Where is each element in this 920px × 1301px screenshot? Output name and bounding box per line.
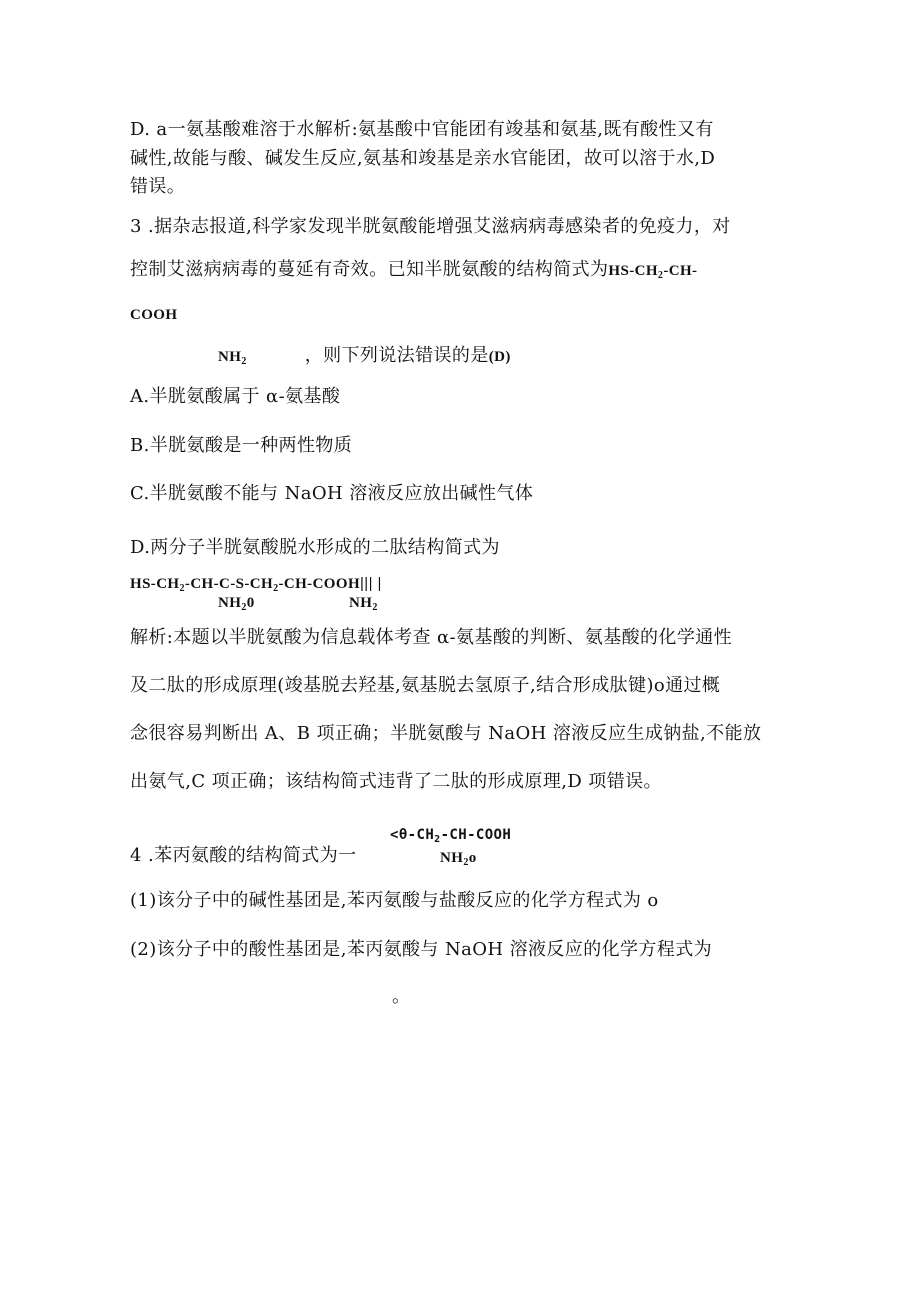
- analysis-line-4: 出氨气,C 项正确；该结构简式违背了二肽的形成原理,D 项错误。: [130, 771, 662, 792]
- q3-stem-line-2: [130, 258, 697, 288]
- dipeptide-nh2-left: $NH_20$: [218, 595, 255, 613]
- q3-question: ，则下列说法错误的是: [304, 345, 489, 366]
- phenylalanine-nh2: $NH_2o$: [440, 850, 477, 868]
- q3-answer: (D): [488, 349, 511, 365]
- phenylalanine-formula: $<\theta-CH_2-CH$-COOH: [390, 827, 512, 845]
- q3-stem-text: 控制艾滋病病毒的蔓延有奇效。已知半胱氨酸的结构简式为: [130, 259, 609, 280]
- q4-subquestion-2-end: 。: [392, 986, 411, 1007]
- q3-option-c: C.半胱氨酸不能与 NaOH 溶液反应放出碱性气体: [130, 483, 534, 504]
- item-d-line-3: 错误。: [130, 176, 186, 197]
- dipeptide-formula: $HS-CH_2-CH-C-S-CH_2-CH-COOH|||$ |: [130, 575, 382, 594]
- dipeptide-bond-marks: ||| |: [360, 575, 382, 592]
- q4-intro: 4 .苯丙氨酸的结构简式为一: [130, 845, 357, 866]
- item-d-line-1: D. a一氨基酸难溶于水解析:氨基酸中官能团有竣基和氨基,既有酸性又有: [130, 119, 714, 140]
- analysis-line-3: 念很容易判断出 A、B 项正确；半胱氨酸与 NaOH 溶液反应生成钠盐,不能放: [130, 723, 762, 744]
- item-d-line-2: 碱性,故能与酸、碱发生反应,氨基和竣基是亲水官能团，故可以溶于水,D: [130, 148, 716, 169]
- analysis-line-2: 及二肽的形成原理(竣基脱去羟基,氨基脱去氢原子,结合形成肽键)o通过概: [130, 675, 721, 696]
- q3-option-a: A.半胱氨酸属于 α-氨基酸: [130, 386, 341, 407]
- q3-option-d: D.两分子半胱氨酸脱水形成的二肽结构简式为: [130, 537, 500, 558]
- cysteine-nh2: $NH_2$: [218, 349, 247, 367]
- q3-option-b: B.半胱氨酸是一种两性物质: [130, 435, 353, 456]
- q3-question-line: [218, 344, 511, 374]
- dipeptide-nh2-right: $NH_2$: [349, 595, 378, 613]
- q4-subquestion-2: (2)该分子中的酸性基团是,苯丙氨酸与 NaOH 溶液反应的化学方程式为: [130, 939, 712, 960]
- q4-subquestion-1: (1)该分子中的碱性基团是,苯丙氨酸与盐酸反应的化学方程式为 o: [130, 890, 659, 911]
- cysteine-formula: $HS-CH_2-CH-$: [608, 263, 698, 281]
- q3-stem-line-1: 3 .据杂志报道,科学家发现半胱氨酸能增强艾滋病病毒感染者的免疫力，对: [130, 216, 731, 237]
- analysis-line-1: 解析:本题以半胱氨酸为信息载体考查 α-氨基酸的判断、氨基酸的化学通性: [130, 627, 733, 648]
- cysteine-cooh: COOH: [130, 307, 178, 323]
